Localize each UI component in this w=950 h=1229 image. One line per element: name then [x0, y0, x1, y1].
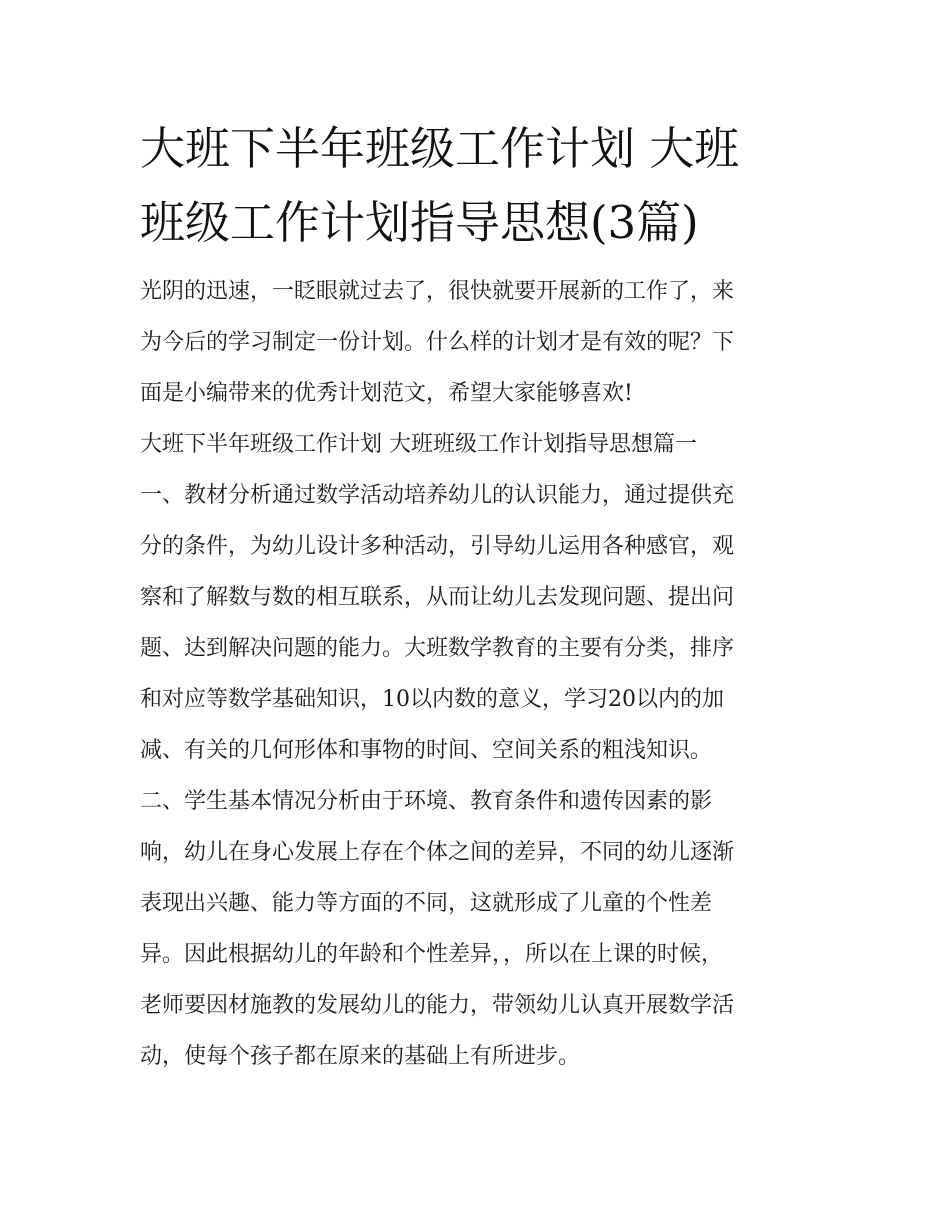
paragraph-2-line-4: 异。因此根据幼儿的年龄和个性差异，，所以在上课的时候， — [140, 942, 724, 967]
section-heading: 大班下半年班级工作计划 大班班级工作计划指导思想篇一 — [140, 432, 697, 457]
paragraph-1-line-5: 和对应等数学基础知识，10以内数的意义，学习20以内的加 — [140, 687, 724, 712]
paragraph-2-line-5: 老师要因材施教的发展幼儿的能力，带领幼儿认真开展数学活 — [140, 993, 735, 1018]
intro-line-1: 光阴的迅速，一眨眼就过去了，很快就要开展新的工作了，来 — [140, 279, 735, 304]
document-content — [140, 112, 812, 1082]
paragraph-1-line-1: 一、教材分析通过数学活动培养幼儿的认识能力，通过提供充 — [140, 483, 735, 508]
paragraph-1-line-3: 察和了解数与数的相互联系，从而让幼儿去发现问题、提出问 — [140, 585, 735, 610]
title-line-1: 大班下半年班级工作计划 大班 — [140, 122, 740, 175]
paragraph-1-line-2: 分的条件，为幼儿设计多种活动，引导幼儿运用各种感官，观 — [140, 534, 735, 559]
paragraph-2-line-1: 二、学生基本情况分析由于环境、教育条件和遗传因素的影 — [140, 789, 713, 814]
intro-line-2: 为今后的学习制定一份计划。什么样的计划才是有效的呢？下 — [140, 330, 735, 355]
paragraph-1-line-4: 题、达到解决问题的能力。大班数学教育的主要有分类，排序 — [140, 636, 735, 661]
title-line-2: 班级工作计划指导思想(3篇) — [140, 196, 699, 249]
paragraph-2-line-3: 表现出兴趣、能力等方面的不同，这就形成了儿童的个性差 — [140, 891, 713, 916]
paragraph-1-line-6: 减、有关的几何形体和事物的时间、空间关系的粗浅知识。 — [140, 738, 713, 763]
intro-line-3: 面是小编带来的优秀计划范文，希望大家能够喜欢! — [140, 381, 633, 406]
paragraph-2-line-6: 动，使每个孩子都在原来的基础上有所进步。 — [140, 1044, 581, 1069]
document-title — [140, 112, 812, 260]
paragraph-2-line-2: 响，幼儿在身心发展上存在个体之间的差异，不同的幼儿逐渐 — [140, 840, 735, 865]
document-body — [140, 266, 812, 1082]
